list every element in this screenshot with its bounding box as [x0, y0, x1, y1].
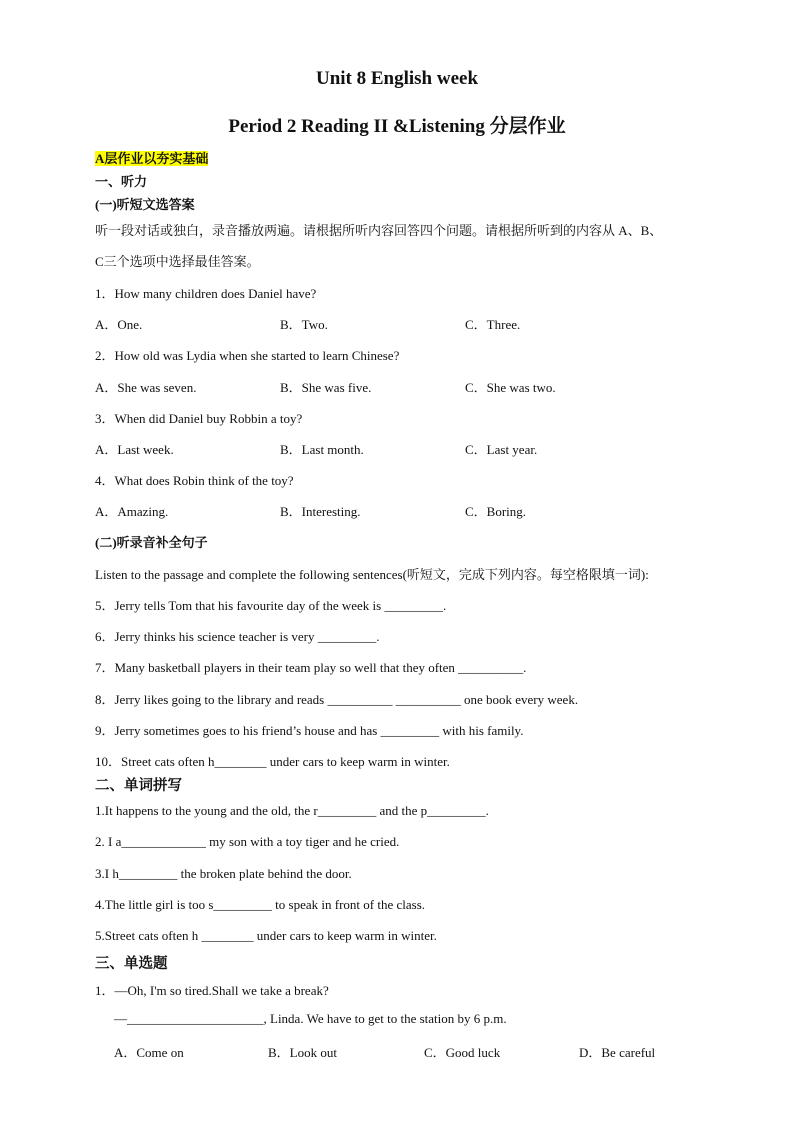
- spelling-item-1: 1.It happens to the young and the old, the r_________ and the p_________.: [95, 803, 489, 818]
- mcq-1-option-d: D．Be careful: [579, 1045, 656, 1060]
- part1-instruction-line2: C三个选项中选择最佳答案。: [95, 254, 260, 269]
- spelling-item-5: 5.Street cats often h ________ under cars to keep warm in winter.: [95, 928, 437, 943]
- level-tag: A层作业以夯实基础: [95, 151, 209, 166]
- q3-option-c: C．Last year.: [465, 442, 538, 457]
- part2-heading: (二)听录音补全句子: [95, 535, 208, 550]
- spelling-item-3: 3.I h_________ the broken plate behind the door.: [95, 866, 352, 881]
- section1-heading: 一、听力: [95, 174, 148, 189]
- sentence-8: 8．Jerry likes going to the library and reads __________ __________ one book every week.: [95, 692, 579, 707]
- q1-option-a: A．One.: [95, 317, 143, 332]
- part2-instruction: Listen to the passage and complete the following sentences(听短文，完成下列内容。每空格限填一词):: [95, 567, 649, 582]
- q2-option-b: B．She was five.: [280, 380, 372, 395]
- level-tag-line: [95, 148, 208, 167]
- question-4: 4．What does Robin think of the toy?: [95, 473, 294, 488]
- section3-heading: 三、单选题: [95, 956, 168, 972]
- part1-heading: (一)听短文选答案: [95, 197, 195, 212]
- q3-option-b: B．Last month.: [280, 442, 364, 457]
- q3-option-a: A．Last week.: [95, 442, 174, 457]
- q1-option-b: B．Two.: [280, 317, 328, 332]
- mcq-1-option-a: A．Come on: [114, 1045, 184, 1060]
- q4-option-c: C．Boring.: [465, 504, 527, 519]
- spelling-item-2: 2. I a_____________ my son with a toy tiger and he cried.: [95, 834, 400, 849]
- mcq-1-option-b: B．Look out: [268, 1045, 337, 1060]
- section2-heading: 二、单词拼写: [95, 778, 182, 794]
- sentence-5: 5．Jerry tells Tom that his favourite day of the week is _________.: [95, 598, 447, 613]
- q4-option-a: A．Amazing.: [95, 504, 169, 519]
- spelling-item-4: 4.The little girl is too s_________ to speak in front of the class.: [95, 897, 426, 912]
- mcq-1-prompt: 1．—Oh, I'm so tired.Shall we take a break?: [95, 983, 329, 998]
- q2-option-c: C．She was two.: [465, 380, 556, 395]
- question-1: 1．How many children does Daniel have?: [95, 286, 317, 301]
- mcq-1-response: —_____________________, Linda. We have to get to the station by 6 p.m.: [114, 1011, 507, 1026]
- question-2: 2．How old was Lydia when she started to learn Chinese?: [95, 348, 400, 363]
- sentence-10: 10．Street cats often h________ under cars to keep warm in winter.: [95, 754, 450, 769]
- document-subtitle: Period 2 Reading II &Listening 分层作业: [228, 116, 566, 137]
- part1-instruction-line1: 听一段对话或独白，录音播放两遍。请根据所听内容回答四个问题。请根据所听到的内容从 A、B、: [95, 223, 663, 238]
- sentence-9: 9．Jerry sometimes goes to his friend’s house and has _________ with his family.: [95, 723, 524, 738]
- q1-option-c: C．Three.: [465, 317, 521, 332]
- q4-option-b: B．Interesting.: [280, 504, 361, 519]
- mcq-1-option-c: C．Good luck: [424, 1045, 501, 1060]
- sentence-6: 6．Jerry thinks his science teacher is very _________.: [95, 629, 380, 644]
- sentence-7: 7．Many basketball players in their team play so well that they often __________.: [95, 660, 527, 675]
- document-title: Unit 8 English week: [315, 68, 479, 89]
- question-3: 3．When did Daniel buy Robbin a toy?: [95, 411, 303, 426]
- q2-option-a: A．She was seven.: [95, 380, 197, 395]
